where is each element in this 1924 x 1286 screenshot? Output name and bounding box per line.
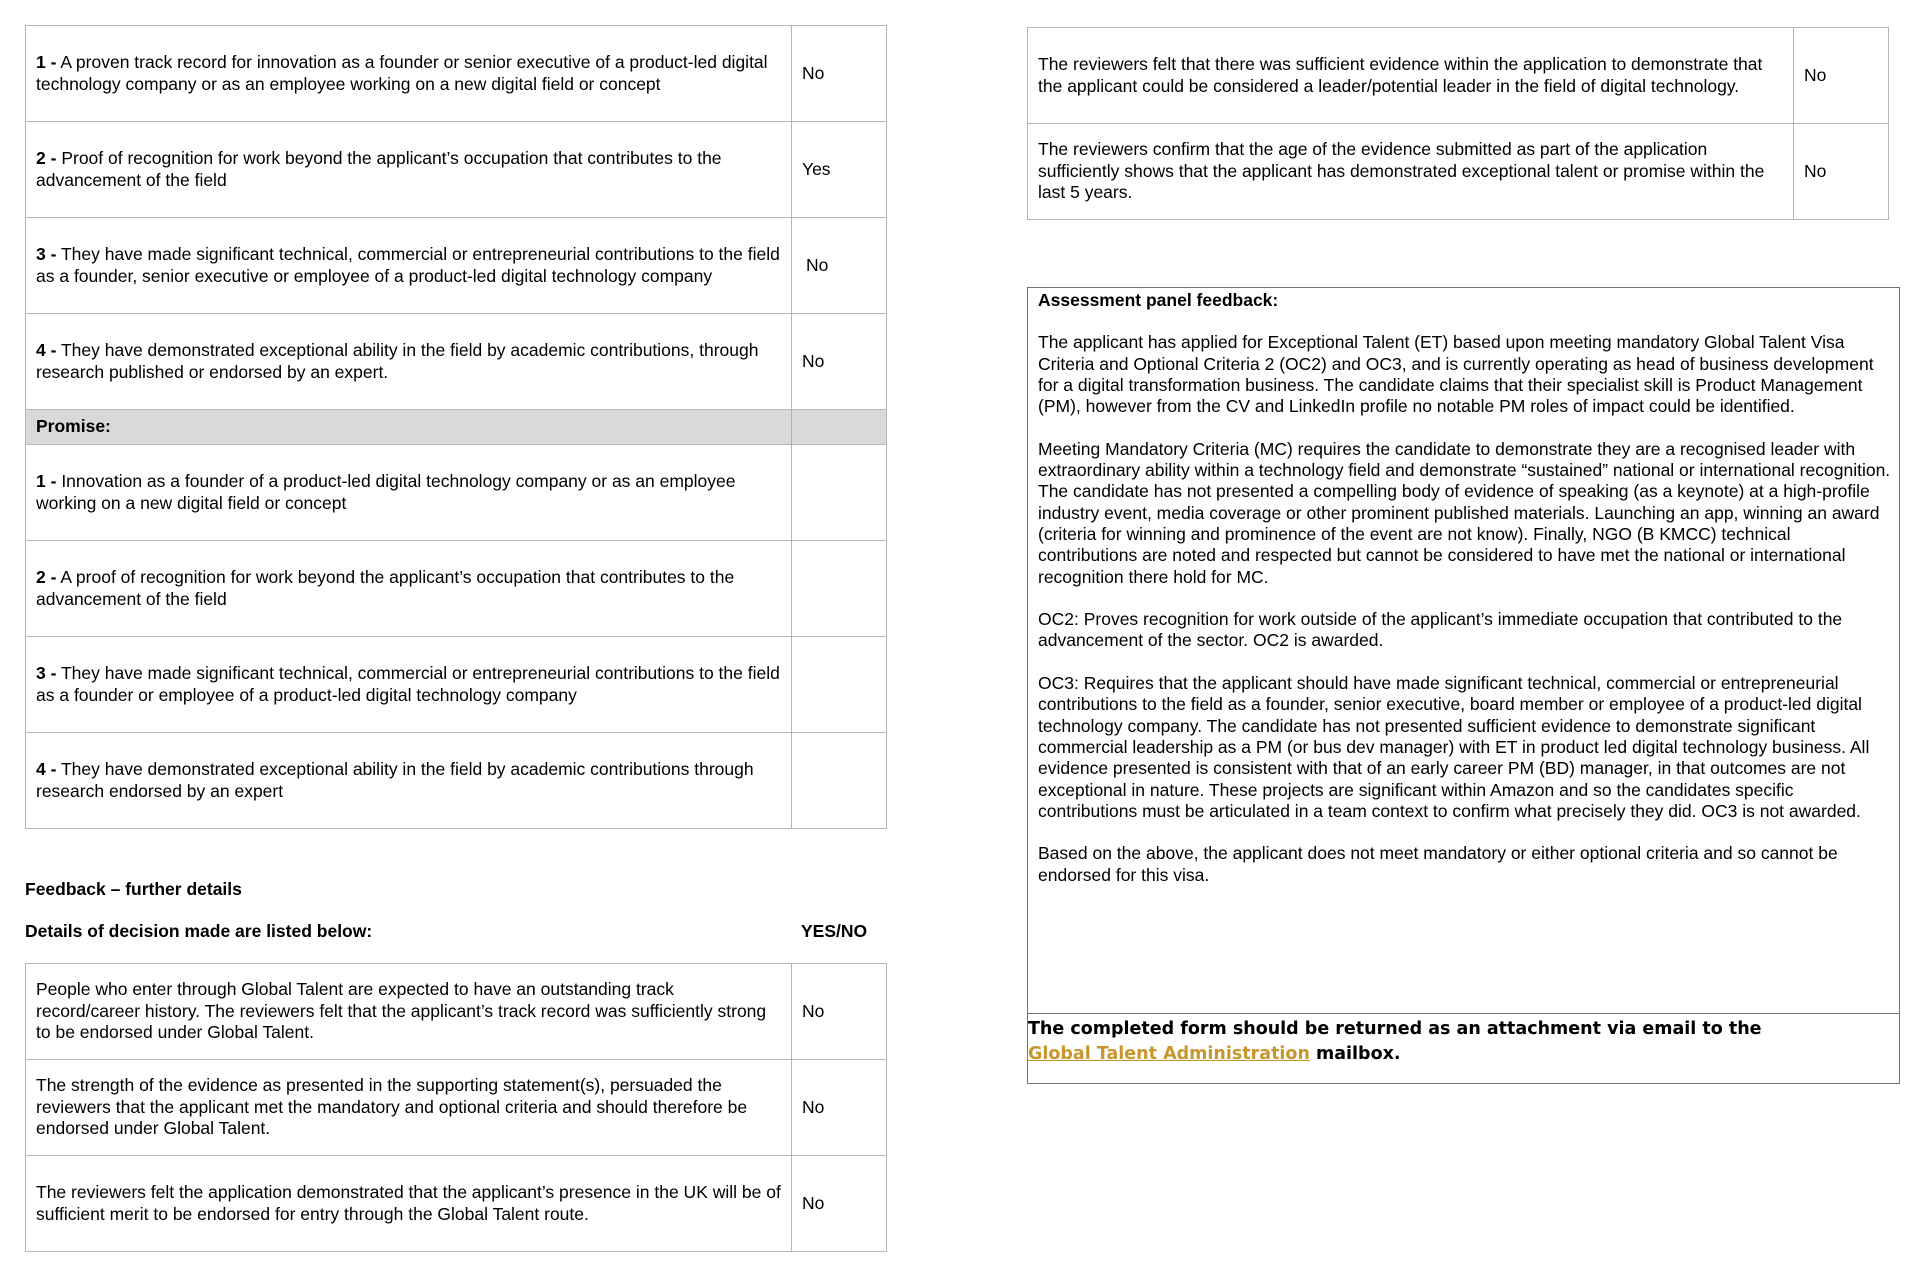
assessment-paragraph: Based on the above, the applicant does not meet mandatory or either optional criteria and so cannot be endorsed for this visa.: [1038, 843, 1838, 885]
decision-text: The strength of the evidence as presented in the supporting statement(s), persuaded the reviewers that the applicant met the mandatory and optional criteria and should therefore be endorsed under Global Talent.: [26, 1060, 792, 1156]
criteria-row: [26, 26, 887, 122]
decision-row: [26, 964, 887, 1060]
promise-row: [26, 733, 887, 829]
criteria-number: 4 -: [36, 340, 57, 361]
criteria-number: 2 -: [36, 148, 57, 169]
criteria-cell: [26, 26, 792, 122]
assessment-panel-body: [1038, 290, 1893, 907]
decision-answer: No: [792, 964, 887, 1060]
promise-text: A proof of recognition for work beyond the applicant’s occupation that contributes to the advancement of the field: [36, 567, 735, 609]
promise-cell: [26, 733, 792, 829]
criteria-text: A proven track record for innovation as a founder or senior executive of a product-led digital technology company or as an employee working on a new digital field or concept: [36, 52, 768, 94]
promise-cell: [26, 445, 792, 541]
details-heading: Details of decision made are listed below:: [25, 921, 373, 941]
footer-text-before: The completed form should be returned as an attachment via email to the: [1028, 1019, 1762, 1039]
promise-header-empty: [792, 410, 887, 445]
decision-answer: No: [792, 1156, 887, 1252]
footer-text-after: mailbox.: [1309, 1044, 1401, 1065]
decision-row: [1028, 28, 1889, 124]
promise-cell: [26, 637, 792, 733]
global-talent-administration-link[interactable]: Global Talent Administration: [1028, 1044, 1310, 1065]
decision-text: The reviewers confirm that the age of the evidence submitted as part of the application sufficiently shows that the applicant has demonstrated exceptional talent or promise within the last 5 years.: [1028, 124, 1794, 220]
promise-row: [26, 637, 887, 733]
criteria-text: Proof of recognition for work beyond the applicant’s occupation that contributes to the advancement of the field: [36, 148, 722, 190]
assessment-paragraph: OC3: Requires that the applicant should have made significant technical, commercial or entrepreneurial contributions to the field as a founder, senior executive, board member or employee of a product-led digital technology company. The candidate has not presented sufficient evidence to demonstrate significant commercial leadership as a PM (or bus dev manager) with ET in product led digital technology business. All evidence presented is consistent with that of an early career PM (BD) manager, in that outcomes are not exceptional in nature. These projects are significant within Amazon and so the candidates specific contributions must be articulated in a team context to confirm what precisely they did. OC3 is not awarded.: [1038, 672, 1870, 821]
promise-answer: [792, 733, 887, 829]
promise-answer: [792, 445, 887, 541]
assessment-panel-title: Assessment panel feedback:: [1038, 290, 1279, 310]
promise-number: 3 -: [36, 663, 57, 684]
promise-text: Innovation as a founder of a product-led digital technology company or as an employee working on a new digital field or concept: [36, 471, 736, 513]
assessment-paragraph: Meeting Mandatory Criteria (MC) requires the candidate to demonstrate they are a recognised leader with extraordinary ability within a technology field and demonstrate “sustained” national or international recognition. The candidate has not presented a compelling body of evidence of speaking (as a keynote) at a high-profile industry event, media coverage or other prominent published materials. Launching an app, winning an award (criteria for winning and prominence of the event are not know). Finally, NGO (B KMCC) technical contributions are noted and respected but cannot be considered to have met the national or international recognition there hold for MC.: [1038, 438, 1891, 587]
promise-answer: [792, 637, 887, 733]
promise-number: 4 -: [36, 759, 57, 780]
feedback-heading: Feedback – further details: [25, 879, 242, 899]
promise-row: [26, 445, 887, 541]
decision-answer: No: [1794, 28, 1889, 124]
promise-header-row: [26, 410, 887, 445]
decision-row: [26, 1060, 887, 1156]
criteria-table: [25, 25, 887, 829]
promise-text: They have made significant technical, commercial or entrepreneurial contributions to the field as a founder or employee of a product-led digital technology company: [36, 663, 780, 705]
panel-divider: [1028, 1013, 1899, 1014]
decision-text: The reviewers felt the application demonstrated that the applicant’s presence in the UK will be of sufficient merit to be endorsed for entry through the Global Talent route.: [26, 1156, 792, 1252]
promise-label: Promise:: [26, 410, 792, 445]
assessment-panel: [1027, 287, 1900, 1084]
decision-answer: No: [792, 1060, 887, 1156]
yesno-heading: YES/NO: [801, 921, 868, 941]
criteria-number: 1 -: [36, 52, 57, 73]
decision-row: [26, 1156, 887, 1252]
criteria-answer: Yes: [792, 122, 887, 218]
assessment-paragraph: The applicant has applied for Exceptional Talent (ET) based upon meeting mandatory Global Talent Visa Criteria and Optional Criteria 2 (OC2) and OC3, and is currently operating as head of business development for a digital transformation business. The candidate claims that their specialist skill is Product Management (PM), however from the CV and LinkedIn profile no notable PM roles of impact could be identified.: [1038, 332, 1874, 417]
promise-text: They have demonstrated exceptional ability in the field by academic contributions through research endorsed by an expert: [36, 759, 754, 801]
criteria-cell: [26, 122, 792, 218]
criteria-answer: No: [792, 314, 887, 410]
decision-answer: No: [1794, 124, 1889, 220]
promise-number: 1 -: [36, 471, 57, 492]
criteria-cell: [26, 218, 792, 314]
criteria-cell: [26, 314, 792, 410]
criteria-row: [26, 218, 887, 314]
decisions-continued-table: [1027, 27, 1889, 220]
criteria-row: [26, 314, 887, 410]
criteria-text: They have demonstrated exceptional ability in the field by academic contributions, through research published or endorsed by an expert.: [36, 340, 759, 382]
decision-text: The reviewers felt that there was sufficient evidence within the application to demonstrate that the applicant could be considered a leader/potential leader in the field of digital technology.: [1028, 28, 1794, 124]
assessment-paragraph: OC2: Proves recognition for work outside of the applicant’s immediate occupation that contributed to the advancement of the sector. OC2 is awarded.: [1038, 609, 1843, 651]
promise-row: [26, 541, 887, 637]
criteria-row: [26, 122, 887, 218]
decisions-table: [25, 963, 887, 1252]
promise-answer: [792, 541, 887, 637]
criteria-number: 3 -: [36, 244, 57, 265]
decision-text: People who enter through Global Talent are expected to have an outstanding track record/career history. The reviewers felt that the applicant’s track record was sufficiently strong to be endorsed under Global Talent.: [26, 964, 792, 1060]
criteria-answer: No: [792, 26, 887, 122]
promise-number: 2 -: [36, 567, 57, 588]
return-instructions: [1028, 1017, 1788, 1068]
decision-row: [1028, 124, 1889, 220]
criteria-text: They have made significant technical, commercial or entrepreneurial contributions to the field as a founder, senior executive or employee of a product-led digital technology company: [36, 244, 780, 286]
criteria-answer: No: [792, 218, 887, 314]
promise-cell: [26, 541, 792, 637]
